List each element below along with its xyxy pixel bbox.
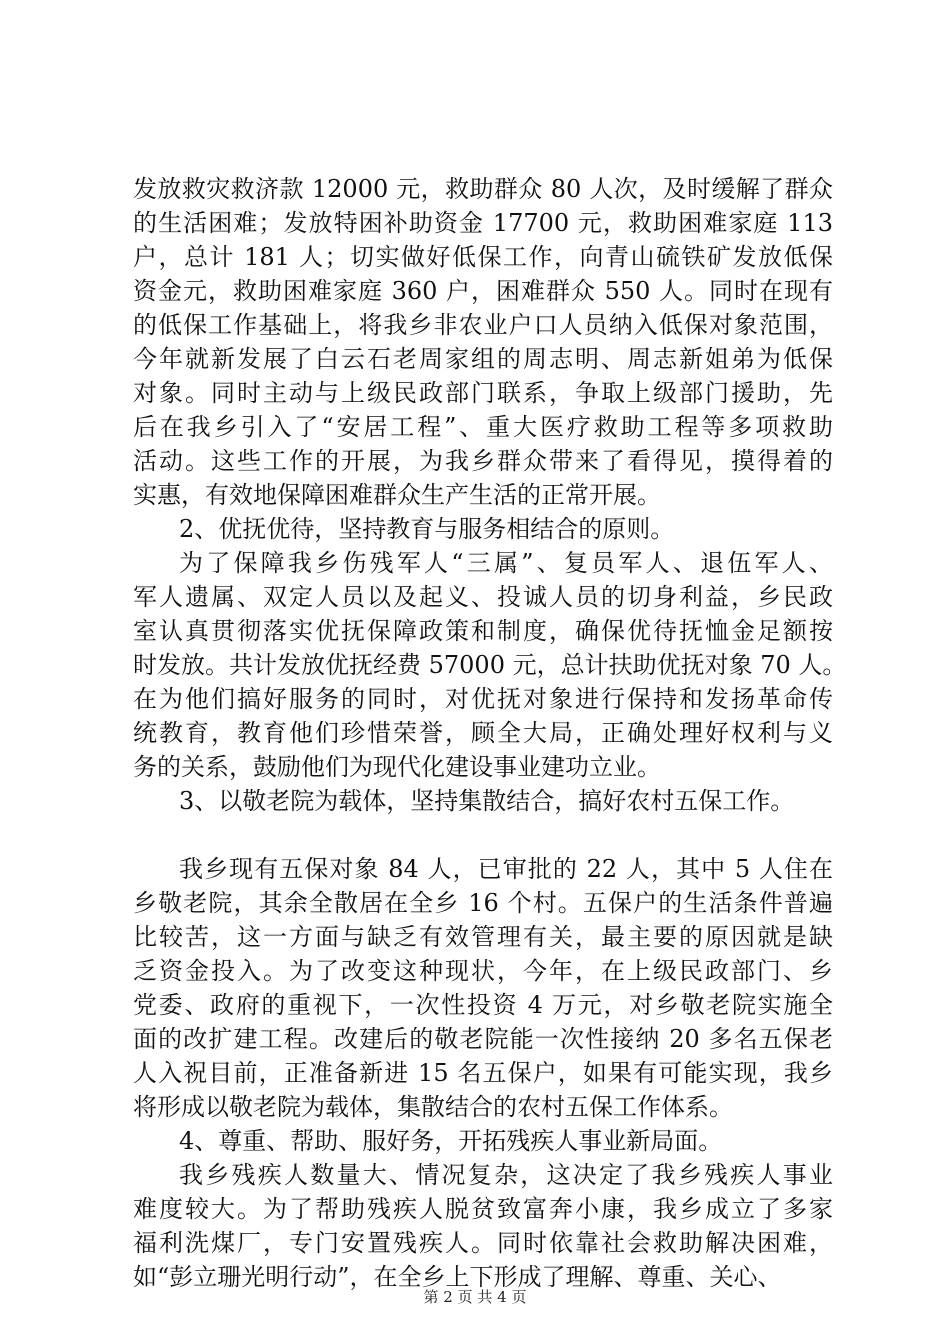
paragraph-line: 资金元，救助困难家庭 360 户，困难群众 550 人。同时在现有	[133, 277, 833, 305]
blank-line	[133, 818, 833, 852]
paragraph-line: 比较苦，这一方面与缺乏有效管理有关，最主要的原因就是缺	[133, 923, 833, 951]
paragraph-line: 发放救灾救济款 12000 元，救助群众 80 人次，及时缓解了群众	[133, 175, 833, 203]
paragraph-line: 难度较大。为了帮助残疾人脱贫致富奔小康，我乡成立了多家	[133, 1195, 833, 1223]
section-heading: 2、优抚优待，坚持教育与服务相结合的原则。	[179, 515, 675, 543]
paragraph-line: 的生活困难；发放特困补助资金 17700 元，救助困难家庭 113	[133, 209, 833, 237]
paragraph-line: 统教育，教育他们珍惜荣誉，顾全大局，正确处理好权利与义	[133, 719, 833, 747]
paragraph-line: 为了保障我乡伤残军人“三属”、复员军人、退伍军人、	[179, 549, 833, 577]
paragraph-line: 党委、政府的重视下，一次性投资 4 万元，对乡敬老院实施全	[133, 991, 833, 1019]
paragraph-line: 户，总计 181 人；切实做好低保工作，向青山硫铁矿发放低保	[133, 243, 833, 271]
paragraph-line: 福利洗煤厂，专门安置残疾人。同时依靠社会救助解决困难，	[133, 1229, 833, 1257]
paragraph-line: 今年就新发展了白云石老周家组的周志明、周志新姐弟为低保	[133, 345, 833, 373]
paragraph-line: 军人遗属、双定人员以及起义、投诚人员的切身利益，乡民政	[133, 583, 833, 611]
paragraph-line: 我乡现有五保对象 84 人，已审批的 22 人，其中 5 人住在	[179, 855, 833, 883]
paragraph-line: 将形成以敬老院为载体，集散结合的农村五保工作体系。	[133, 1093, 733, 1121]
paragraph-line: 面的改扩建工程。改建后的敬老院能一次性接纳 20 多名五保老	[133, 1025, 833, 1053]
paragraph-line: 后在我乡引入了“安居工程”、重大医疗救助工程等多项救助	[133, 413, 833, 441]
section-heading: 4、尊重、帮助、服好务，开拓残疾人事业新局面。	[179, 1127, 723, 1155]
paragraph-line: 的低保工作基础上，将我乡非农业户口人员纳入低保对象范围，	[133, 311, 833, 339]
paragraph-line: 如“彭立珊光明行动”，在全乡上下形成了理解、尊重、关心、	[133, 1263, 782, 1291]
paragraph-line: 对象。同时主动与上级民政部门联系，争取上级部门援助，先	[133, 379, 833, 407]
section-heading: 3、以敬老院为载体，坚持集散结合，搞好农村五保工作。	[179, 787, 795, 815]
paragraph-line: 乏资金投入。为了改变这种现状，今年，在上级民政部门、乡	[133, 957, 833, 985]
page-footer: 第 2 页 共 4 页	[423, 1288, 527, 1306]
paragraph-line: 活动。这些工作的开展，为我乡群众带来了看得见，摸得着的	[133, 447, 833, 475]
document-body	[133, 172, 847, 1294]
paragraph-line: 实惠，有效地保障困难群众生产生活的正常开展。	[133, 481, 661, 509]
paragraph-line: 在为他们搞好服务的同时，对优抚对象进行保持和发扬革命传	[133, 685, 833, 713]
paragraph-line: 室认真贯彻落实优抚保障政策和制度，确保优待抚恤金足额按	[133, 617, 833, 645]
paragraph-line: 务的关系，鼓励他们为现代化建设事业建功立业。	[133, 753, 661, 781]
paragraph-line: 我乡残疾人数量大、情况复杂，这决定了我乡残疾人事业	[179, 1161, 833, 1189]
paragraph-line: 时发放。共计发放优抚经费 57000 元，总计扶助优抚对象 70 人。	[133, 651, 847, 679]
paragraph-line: 乡敬老院，其余全散居在全乡 16 个村。五保户的生活条件普遍	[133, 889, 833, 917]
paragraph-line: 人入祝目前，正准备新进 15 名五保户，如果有可能实现，我乡	[133, 1059, 833, 1087]
